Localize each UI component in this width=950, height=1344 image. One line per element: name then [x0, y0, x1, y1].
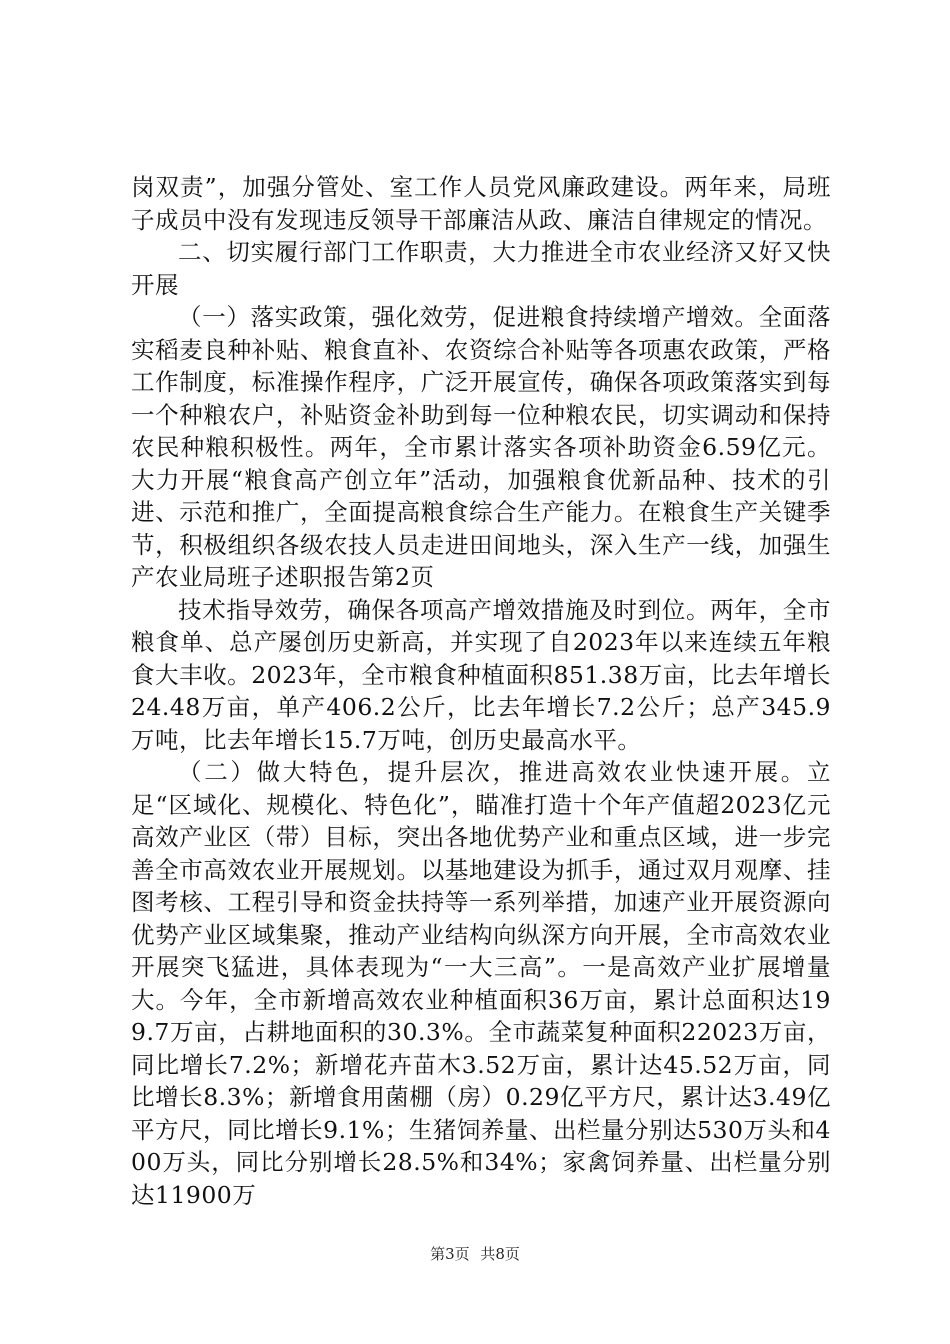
- section-heading: 二、切实履行部门工作职责，大力推进全市农业经济又好又快开展: [131, 238, 831, 299]
- page-number: 第3页: [430, 1245, 470, 1263]
- page-total: 共8页: [480, 1245, 520, 1263]
- paragraph-grain-policy: （一）落实政策，强化效劳，促进粮食持续增产增效。全面落实稻麦良种补贴、粮食直补、农资综合补贴等各项惠农政策，严格工作制度，标准操作程序，广泛开展宣传，确保各项政策落实到每一个种粮农户，补贴资金补助到每一位种粮农民，切实调动和保持农民种粮积极性。两年，全市累计落实各项补助资金6.59亿元。大力开展“粮食高产创立年”活动，加强粮食优新品种、技术的引进、示范和推广，全面提高粮食综合生产能力。在粮食生产关键季节，积极组织各级农技人员走进田间地头，深入生产一线，加强生产农业局班子述职报告第2页: [131, 303, 831, 591]
- paragraph-continuation: 岗双责”，加强分管处、室工作人员党风廉政建设。两年来，局班子成员中没有发现违反领导干部廉洁从政、廉洁自律规定的情况。: [131, 173, 831, 234]
- document-body: [131, 171, 831, 1211]
- page-footer: [0, 1243, 950, 1264]
- paragraph-efficient-agriculture: （二）做大特色，提升层次，推进高效农业快速开展。立足“区域化、规模化、特色化”，瞄准打造十个年产值超2023亿元高效产业区（带）目标，突出各地优势产业和重点区域，进一步完善全市高效农业开展规划。以基地建设为抓手，通过双月观摩、挂图考核、工程引导和资金扶持等一系列举措，加速产业开展资源向优势产业区域集聚，推动产业结构向纵深方向开展，全市高效农业开展突飞猛进，具体表现为“一大三高”。一是高效产业扩展增量大。今年，全市新增高效农业种植面积36万亩，累计总面积达199.7万亩，占耕地面积的30.3%。全市蔬菜复种面积22023万亩，同比增长7.2%；新增花卉苗木3.52万亩，累计达45.52万亩，同比增长8.3%；新增食用菌棚（房）0.29亿平方尺，累计达3.49亿平方尺，同比增长9.1%；生猪饲养量、出栏量分别达530万头和400万头，同比分别增长28.5%和34%；家禽饲养量、出栏量分别达11900万: [131, 758, 831, 1209]
- paragraph-grain-output: 技术指导效劳，确保各项高产增效措施及时到位。两年，全市粮食单、总产屡创历史新高，并实现了自2023年以来连续五年粮食大丰收。2023年，全市粮食种植面积851.38万亩，比去年增长24.48万亩，单产406.2公斤，比去年增长7.2公斤；总产345.9万吨，比去年增长15.7万吨，创历史最高水平。: [131, 595, 831, 754]
